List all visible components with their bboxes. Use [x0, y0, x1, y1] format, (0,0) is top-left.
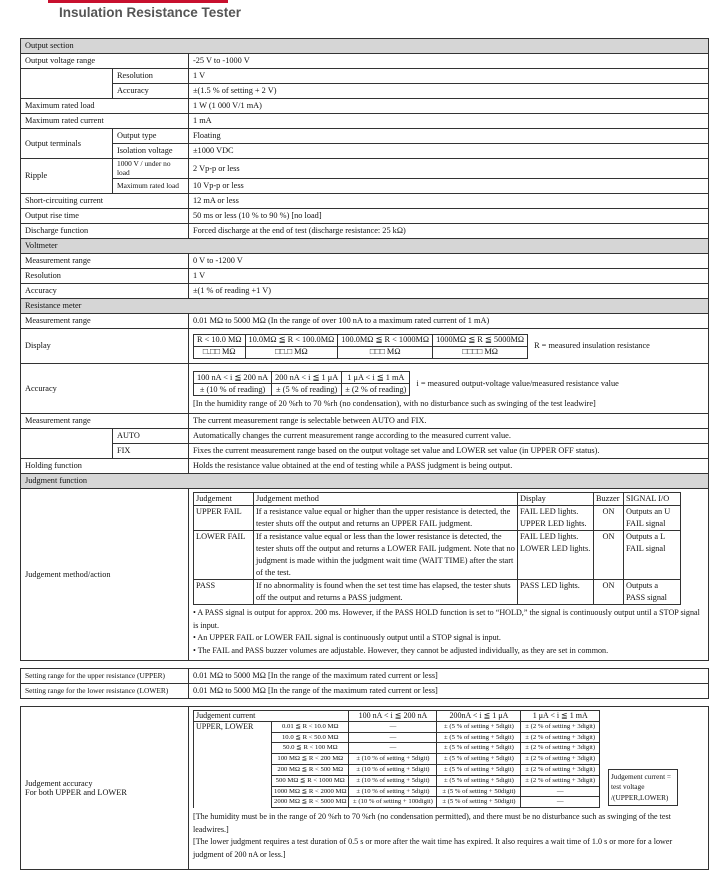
section-voltmeter: Voltmeter [21, 239, 709, 254]
value: 0.01 MΩ to 5000 MΩ [In the range of the maximum rated current or less] [189, 684, 709, 699]
cell: ± (2 % of setting + 3digit) [521, 775, 600, 786]
page-title: Insulation Resistance Tester [59, 5, 242, 20]
cell: ± (2 % of setting + 3digit) [521, 732, 600, 743]
cell: Outputs a L FAIL signal [624, 531, 681, 580]
cell: 1000 MΩ ≦ R < 2000 MΩ [272, 786, 349, 797]
cell: ± (5 % of setting + 50digit) [437, 786, 521, 797]
cell: 200 nA < i ≦ 1 μA [272, 371, 342, 383]
cell: ON [594, 531, 624, 580]
cell: ± (2 % of setting + 3digit) [521, 743, 600, 754]
cell: 100.0MΩ ≦ R < 1000MΩ [338, 334, 433, 346]
cell: 500 MΩ ≦ R < 1000 MΩ [272, 775, 349, 786]
value: 1 V [189, 269, 709, 284]
value: ±(1 % of reading +1 V) [189, 284, 709, 299]
note: [The lower judgment requires a test duration of 0.5 s or more after the wait time has expired. It also requires a wait time of 1.0 s or more for a lower judgment of 200 nA or less.] [193, 837, 673, 859]
header: 200nA < i ≦ 1 μA [437, 711, 521, 722]
cell: 50.0 ≦ R < 100 MΩ [272, 743, 349, 754]
label: Resolution [21, 269, 189, 284]
cell: 10.0MΩ ≦ R < 100.0MΩ [245, 334, 338, 346]
spec-table [20, 38, 709, 870]
cell: — [349, 743, 437, 754]
cell: □□□ MΩ [338, 346, 433, 358]
section-output: Output section [21, 39, 709, 54]
judgement-table [193, 492, 681, 605]
label: Isolation voltage [113, 144, 189, 159]
label: Output rise time [21, 209, 189, 224]
header: Judgement current [194, 711, 349, 722]
cell: — [521, 786, 600, 797]
note: • An UPPER FAIL or LOWER FAIL signal is continuously output until a STOP signal is input. [193, 633, 501, 643]
cell: UPPER, LOWER [194, 721, 272, 807]
value: 1 W (1 000 V/1 mA) [189, 99, 709, 114]
note: • The FAIL and PASS buzzer volumes are adjustable. However, they cannot be adjusted individually, as they are set in common. [193, 645, 609, 655]
label: Measurement range [21, 414, 189, 429]
cell: FAIL LED lights. UPPER LED lights. [518, 506, 594, 531]
cell: ± (5 % of setting + 5digit) [437, 732, 521, 743]
cell: □□.□ MΩ [245, 346, 338, 358]
cell: PASS LED lights. [518, 580, 594, 605]
cell: If no abnormality is found when the set test time has elapsed, the tester shuts off the output and returns a PASS judgment. [254, 580, 518, 605]
cell: Outputs an U FAIL signal [624, 506, 681, 531]
accuracy-table [193, 371, 410, 396]
section-judgment: Judgment function [21, 474, 709, 489]
value: 2 Vp-p or less [189, 159, 709, 179]
cell: ± (2 % of setting + 3digit) [521, 754, 600, 765]
display-format-table [193, 334, 528, 359]
note: [The humidity must be in the range of 20 %rh to 70 %rh (no condensation permitted), and there must be no disturbance such as swinging of the test leadwires.] [193, 812, 671, 834]
cell: ± (5 % of setting + 5digit) [437, 775, 521, 786]
accuracy-note: i = measured output-voltage value/measured resistance value [416, 378, 619, 388]
label: Maximum rated current [21, 114, 189, 129]
cell: ± (10 % of setting + 5digit) [349, 786, 437, 797]
cell: ± (2 % of reading) [342, 383, 410, 395]
cell: ± (10 % of setting + 5digit) [349, 754, 437, 765]
cell: ± (2 % of setting + 3digit) [521, 765, 600, 776]
label: Judgement method/action [21, 489, 189, 661]
cell: If a resistance value equal or higher than the upper resistance is detected, the tester shuts off the output and returns an UPPER FAIL judgment. [254, 506, 518, 531]
cell: ± (10 % of setting + 5digit) [349, 765, 437, 776]
value: Holds the resistance value obtained at the end of testing while a PASS judgment is being output. [189, 459, 709, 474]
cell: ± (5 % of setting + 5digit) [437, 721, 521, 732]
cell: ± (5 % of setting + 5digit) [437, 754, 521, 765]
cell: LOWER FAIL [194, 531, 254, 580]
header: SIGNAL I/O [624, 493, 681, 506]
label: AUTO [113, 429, 189, 444]
cell: ± (5 % of setting + 50digit) [437, 797, 521, 808]
cell: — [349, 732, 437, 743]
label: Output terminals [21, 129, 113, 159]
cell: ± (2 % of setting + 3digit) [521, 721, 600, 732]
cell: If a resistance value equal or less than the lower resistance is detected, the tester shuts off the output and returns a LOWER FAIL judgment. Note that no judgment is made within the judgment wait time (WAIT TIME) after the start of the test. [254, 531, 518, 580]
value: 0.01 MΩ to 5000 MΩ (In the range of over 100 nA to a maximum rated current of 1 mA) [189, 314, 709, 329]
cell: R < 10.0 MΩ [194, 334, 246, 346]
label: Measurement range [21, 314, 189, 329]
label: Maximum rated load [21, 99, 189, 114]
label [21, 707, 189, 870]
judgement-current-note: Judgement current = test voltage /(UPPER,LOWER) [608, 769, 678, 807]
label: Accuracy [21, 364, 189, 414]
display-note: R = measured insulation resistance [534, 341, 650, 351]
label-line: Judgement accuracy [25, 778, 93, 788]
label: Setting range for the lower resistance (LOWER) [21, 684, 189, 699]
label: Accuracy [21, 284, 189, 299]
cell: 100 MΩ ≦ R < 200 MΩ [272, 754, 349, 765]
value: 1 V [189, 69, 709, 84]
note: • A PASS signal is output for approx. 200 ms. However, if the PASS HOLD function is set to “HOLD,” the signal is continuously output until a STOP signal is input. [193, 608, 700, 630]
value: Automatically changes the current measurement range according to the measured current value. [189, 429, 709, 444]
value: 0 V to -1200 V [189, 254, 709, 269]
header: Display [518, 493, 594, 506]
header: Buzzer [594, 493, 624, 506]
cell: PASS [194, 580, 254, 605]
label: Resolution [113, 69, 189, 84]
label: Accuracy [113, 84, 189, 99]
label: FIX [113, 444, 189, 459]
label-line: For both UPPER and LOWER [25, 788, 127, 798]
value: Fixes the current measurement range based on the output voltage set value and LOWER set value (in UPPER OFF status). [189, 444, 709, 459]
cell: □.□□ MΩ [194, 346, 246, 358]
cell: ± (10 % of setting + 5digit) [349, 775, 437, 786]
cell: ON [594, 506, 624, 531]
value: 1 mA [189, 114, 709, 129]
cell: ± (10 % of reading) [194, 383, 272, 395]
value: Forced discharge at the end of test (discharge resistance: 25 kΩ) [189, 224, 709, 239]
header: Judgement method [254, 493, 518, 506]
value: ±(1.5 % of setting + 2 V) [189, 84, 709, 99]
cell: ± (10 % of setting + 100digit) [349, 797, 437, 808]
header: Judgement [194, 493, 254, 506]
value: Floating [189, 129, 709, 144]
cell: — [521, 797, 600, 808]
humidity-note: [In the humidity range of 20 %rh to 70 %rh (no condensation), with no disturbance such as swinging of the test leadwire] [193, 398, 596, 408]
label: Display [21, 329, 189, 364]
cell: FAIL LED lights. LOWER LED lights. [518, 531, 594, 580]
cell: ± (5 % of setting + 5digit) [437, 743, 521, 754]
label: Holding function [21, 459, 189, 474]
label: 1000 V / under no load [113, 159, 189, 179]
title-accent-bar [48, 0, 228, 3]
value: -25 V to -1000 V [189, 54, 709, 69]
cell: ON [594, 580, 624, 605]
value: 12 mA or less [189, 194, 709, 209]
cell: Outputs a PASS signal [624, 580, 681, 605]
label: Setting range for the upper resistance (UPPER) [21, 669, 189, 684]
value: 50 ms or less (10 % to 90 %) [no load] [189, 209, 709, 224]
cell: 2000 MΩ ≦ R < 5000 MΩ [272, 797, 349, 808]
cell: □□□□ MΩ [433, 346, 528, 358]
value: 0.01 MΩ to 5000 MΩ [In the range of the maximum rated current or less] [189, 669, 709, 684]
label: Ripple [21, 159, 113, 194]
cell: UPPER FAIL [194, 506, 254, 531]
value: ±1000 VDC [189, 144, 709, 159]
label: Short-circuiting current [21, 194, 189, 209]
label: Output voltage range [21, 54, 189, 69]
cell: 1 μA < i ≦ 1 mA [342, 371, 410, 383]
cell: ± (5 % of setting + 5digit) [437, 765, 521, 776]
label: Output type [113, 129, 189, 144]
section-resistance-meter: Resistance meter [21, 299, 709, 314]
judgement-accuracy-table [193, 710, 600, 808]
cell: 1000MΩ ≦ R ≦ 5000MΩ [433, 334, 528, 346]
cell: 0.01 ≦ R < 10.0 MΩ [272, 721, 349, 732]
cell: ± (5 % of reading) [272, 383, 342, 395]
header: 1 μA < i ≦ 1 mA [521, 711, 600, 722]
label: Discharge function [21, 224, 189, 239]
header: 100 nA < i ≦ 200 nA [349, 711, 437, 722]
cell: 200 MΩ ≦ R < 500 MΩ [272, 765, 349, 776]
value: The current measurement range is selectable between AUTO and FIX. [189, 414, 709, 429]
label: Maximum rated load [113, 179, 189, 194]
cell: 10.0 ≦ R < 50.0 MΩ [272, 732, 349, 743]
cell: — [349, 721, 437, 732]
cell: 100 nA < i ≦ 200 nA [194, 371, 272, 383]
value: 10 Vp-p or less [189, 179, 709, 194]
label: Measurement range [21, 254, 189, 269]
